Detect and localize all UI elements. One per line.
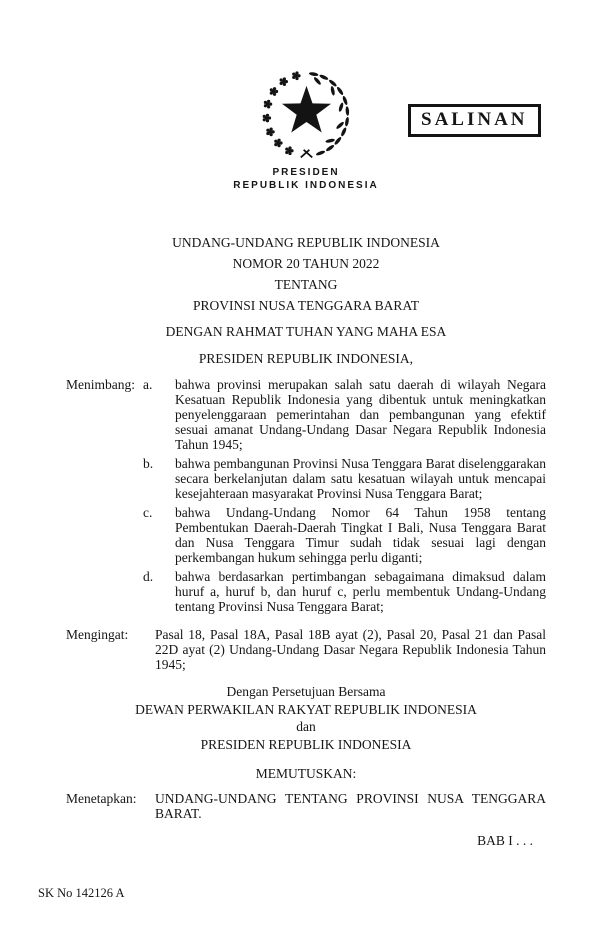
title-line-subject: PROVINSI NUSA TENGGARA BARAT [193,298,419,313]
menimbang-item-c [143,505,546,565]
salinan-stamp [408,104,541,137]
menimbang-label: Menimbang: [66,377,135,392]
section-mengingat [66,627,546,672]
menimbang-item-a [143,377,546,452]
agreement-line-1: Dengan Persetujuan Bersama [226,684,386,699]
invocation-line: DENGAN RAHMAT TUHAN YANG MAHA ESA [165,324,447,339]
letterhead-republik-indonesia: REPUBLIK INDONESIA [233,180,379,191]
letterhead-presiden: PRESIDEN [272,167,340,178]
registration-number: SK No 142126 A [38,886,125,900]
item-marker: a. [143,377,153,392]
menetapkan-label: Menetapkan: [66,791,137,806]
item-text: bahwa Undang-Undang Nomor 64 Tahun 1958 tentang Pembentukan Daerah-Daerah Tingkat I Bali, Nusa Tenggara Barat dan Nusa Tenggara Timur sudah tidak sesuai lagi dengan perkembangan hukum sehingga perlu diganti; [175,505,546,565]
menetapkan-text: UNDANG-UNDANG TENTANG PROVINSI NUSA TENGGARA BARAT. [155,791,546,821]
memutuskan-heading: MEMUTUSKAN: [255,766,357,781]
mengingat-text: Pasal 18, Pasal 18A, Pasal 18B ayat (2), Pasal 20, Pasal 21 dan Pasal 22D ayat (2) Undang-Undang Dasar Negara Republik Indonesia Tahun 1945; [155,627,546,672]
salinan-stamp-label: SALINAN [421,109,528,130]
section-menimbang [66,377,546,614]
document-title-block [66,232,546,316]
item-text: bahwa provinsi merupakan salah satu daerah di wilayah Negara Kesatuan Republik Indonesia yang dibentuk untuk meningkatkan penyelenggaraan pemerintahan dan pembangunan yang efektif sesuai amanat Undang-Undang Dasar Negara Republik Indonesia Tahun 1945; [175,377,546,452]
agreement-line-presiden: PRESIDEN REPUBLIK INDONESIA [200,736,412,752]
letterhead [66,0,546,192]
menimbang-item-d [143,569,546,614]
agreement-line-dan: dan [296,719,316,734]
title-line-tentang: TENTANG [274,277,338,292]
item-marker: d. [143,569,154,584]
agreement-line-dpr: DEWAN PERWAKILAN RAKYAT REPUBLIK INDONESIA [135,701,477,717]
section-menetapkan [66,791,546,821]
authority-line: PRESIDEN REPUBLIK INDONESIA, [198,351,414,366]
item-text: bahwa berdasarkan pertimbangan sebagaimana dimaksud dalam huruf a, huruf b, dan huruf c, perlu membentuk Undang-Undang tentang Provinsi Nusa Tenggara Barat; [175,569,546,614]
item-text: bahwa pembangunan Provinsi Nusa Tenggara Barat diselenggarakan secara berkelanjutan dalam satu kesatuan wilayah untuk mencapai kesejahteraan masyarakat Provinsi Nusa Tenggara Barat; [175,456,546,501]
page-continuation-marker: BAB I . . . [477,833,533,848]
menimbang-body [143,377,546,614]
title-line-number: NOMOR 20 TAHUN 2022 [232,256,380,271]
mengingat-label: Mengingat: [66,627,129,642]
presidential-emblem-icon [254,66,359,163]
item-marker: b. [143,456,154,471]
agreement-block [66,683,546,753]
menimbang-item-b [143,456,546,501]
item-marker: c. [143,505,153,520]
title-line-law: UNDANG-UNDANG REPUBLIK INDONESIA [172,235,440,250]
